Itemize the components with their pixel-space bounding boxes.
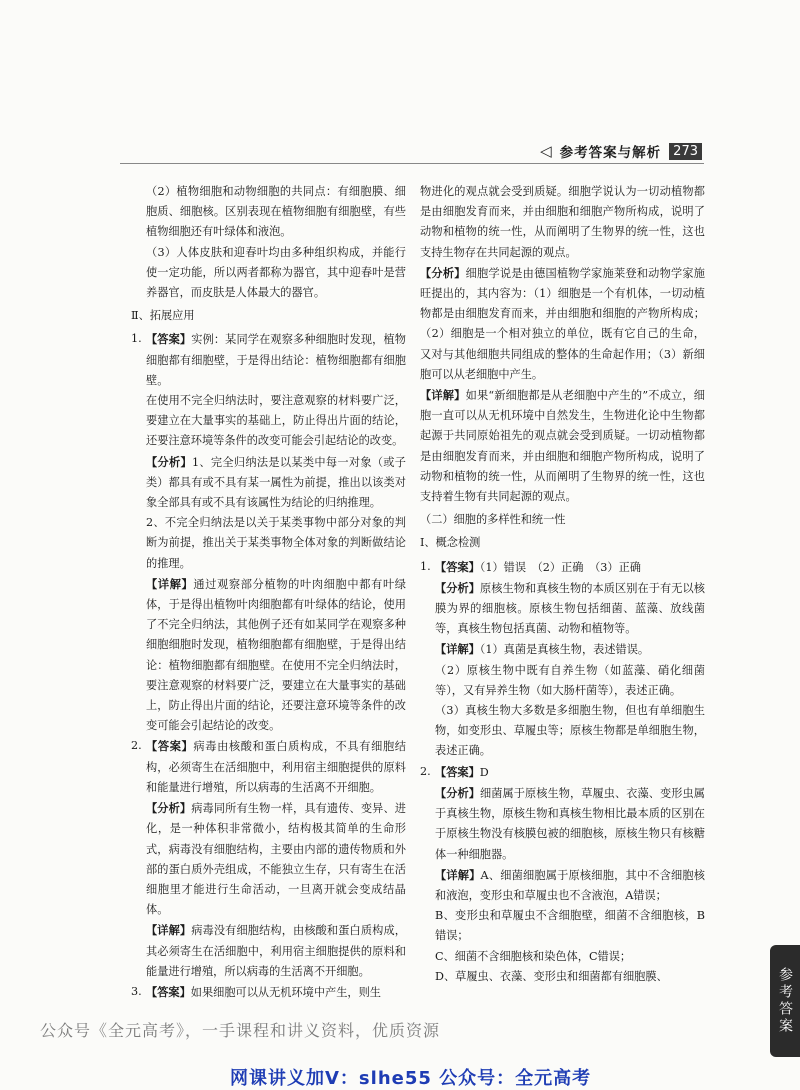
detail-text: （3）真核生物大多数是多细胞生物，但也有单细胞生物，如变形虫、草履虫等；原核生物都是单细胞生物，表述正确。 bbox=[435, 704, 705, 758]
answer-tag: 【答案】 bbox=[435, 559, 480, 574]
question-1 bbox=[131, 329, 406, 736]
section-heading: （二）细胞的多样性和统一性 bbox=[420, 513, 566, 527]
analysis-tag: 【分析】 bbox=[420, 265, 466, 280]
question-number: 1. bbox=[131, 332, 142, 346]
header-rule bbox=[120, 163, 704, 164]
paragraph: （3）人体皮肤和迎春叶均由多种组织构成，并能行使一定功能，所以两者都称为器官，其中迎春叶是营养器官，而皮肤是人体最大的器官。 bbox=[146, 245, 406, 300]
detail-text: B、变形虫和草履虫不含细胞壁，细菌不含细胞核，B错误； bbox=[435, 909, 705, 943]
answer-tag: 【答案】 bbox=[146, 332, 192, 347]
paragraph: 物进化的观点就会受到质疑。细胞学说认为一切动植物都是由细胞发育而来，并由细胞和细胞产物所构成，说明了动物和植物的统一性，从而阐明了生物界的统一性，这也支持生物存在共同起源的观点。 bbox=[420, 185, 705, 259]
watermark-text: 公众号《全元高考》，一手课程和讲义资料，优质资源 bbox=[40, 1021, 441, 1040]
triangle-left-icon: ◁ bbox=[540, 142, 552, 160]
analysis-tag: 【分析】 bbox=[435, 785, 481, 800]
answer-text: 在使用不完全归纳法时，要注意观察的材料要广泛，要建立在大量事实的基础上，防止得出片面的结论，还要注意环境等条件的改变可能会引起结论的改变。 bbox=[146, 394, 406, 448]
detail-tag: 【详解】 bbox=[146, 576, 194, 591]
detail-text: 通过观察部分植物的叶肉细胞中都有叶绿体，于是得出植物叶肉细胞都有叶绿体的结论，使用了不完全归纳法，其他例子还有如某同学在观察多种细胞细胞时发现，植物细胞都有细胞壁，于是得出结论：植物细胞都有细胞壁。在使用不完全归纳法时，要注意观察的材料要广泛，要建立在大量事实的基础上，防止得出片面的结论，还要注意环境等条件的改变可能会引起结论的改变。 bbox=[146, 577, 406, 733]
detail-text: 病毒没有细胞结构，由核酸和蛋白质构成，其必须寄生在活细胞中，利用宿主细胞提供的原料和能量进行增殖，所以病毒的生活离不开细胞。 bbox=[146, 924, 406, 978]
side-tab-label: 参考答案 bbox=[777, 967, 793, 1035]
question-2 bbox=[131, 736, 406, 981]
question-3 bbox=[131, 982, 406, 1003]
analysis-text: 1、完全归纳法是以某类中每一对象（或子类）都具有或不具有某一属性为前提，推出以该类对象全部具有或不具有该属性为结论的归纳推理。 bbox=[146, 455, 406, 510]
question-number: 2. bbox=[131, 739, 142, 753]
detail-text: C、细菌不含细胞核和染色体，C错误； bbox=[435, 949, 632, 963]
question-2 bbox=[420, 762, 705, 987]
analysis-tag: 【分析】 bbox=[435, 580, 481, 595]
side-tab bbox=[770, 945, 800, 1057]
analysis-tag: 【分析】 bbox=[146, 801, 192, 816]
paragraph: （2）植物细胞和动物细胞的共同点：有细胞膜、细胞质、细胞核。区别表现在植物细胞有细胞壁，有些植物细胞还有叶绿体和液泡。 bbox=[146, 185, 406, 239]
answer-text: 病毒由核酸和蛋白质构成，不具有细胞结构，必须寄生在活细胞中，利用宿主细胞提供的原料和能量进行增殖，所以病毒的生活离不开细胞。 bbox=[146, 740, 406, 794]
detail-tag: 【详解】 bbox=[435, 642, 480, 657]
answer-text: （1）错误 （2）正确 （3）正确 bbox=[479, 560, 641, 574]
question-1 bbox=[420, 557, 705, 762]
detail-text: D、草履虫、衣藻、变形虫和细菌都有细胞膜、 bbox=[435, 969, 668, 983]
right-column bbox=[420, 182, 705, 987]
detail-tag: 【详解】 bbox=[420, 388, 466, 403]
detail-text: A、细菌细胞属于原核细胞，其中不含细胞核和液泡，变形虫和草履虫也不含液泡，A错误； bbox=[435, 868, 705, 902]
page-header bbox=[540, 141, 702, 161]
question-number: 2. bbox=[420, 764, 431, 778]
answer-text: 实例：某同学在观察多种细胞时发现，植物细胞都有细胞壁，于是得出结论：植物细胞都有细胞壁。 bbox=[146, 333, 406, 387]
left-column bbox=[131, 182, 406, 1003]
answer-tag: 【答案】 bbox=[146, 984, 191, 999]
section-heading: Ⅱ、拓展应用 bbox=[131, 309, 195, 323]
analysis-text: 病毒同所有生物一样，具有遗传、变异、进化，是一种体积非常微小，结构极其简单的生命形式，病毒没有细胞结构，主要由内部的遗传物质和外部的蛋白质外壳组成，不能独立生存，只有寄生在活细胞里才能进行生命活动，一旦离开就会变成结晶体。 bbox=[146, 802, 406, 917]
analysis-text: 细菌属于原核生物，草履虫、衣藻、变形虫属于真核生物，原核生物和真核生物相比最本质的区别在于原核生物没有核膜包被的细胞核，原核生物只有核糖体一种细胞器。 bbox=[435, 786, 705, 861]
answer-tag: 【答案】 bbox=[146, 739, 194, 754]
answer-text: D bbox=[479, 765, 489, 779]
analysis-text: 2、不完全归纳法是以关于某类事物中部分对象的判断为前提，推出关于某类事物全体对象的判断做结论的推理。 bbox=[146, 516, 406, 570]
analysis-text: 原核生物和真核生物的本质区别在于有无以核膜为界的细胞核。原核生物包括细菌、蓝藻、放线菌等，真核生物包括真菌、动物和植物等。 bbox=[435, 581, 705, 636]
page-number: 273 bbox=[669, 143, 702, 160]
detail-text: （2）原核生物中既有自养生物（如蓝藻、硝化细菌等），又有异养生物（如大肠杆菌等），表述正确。 bbox=[435, 663, 705, 697]
detail-text: 如果“新细胞都是从老细胞中产生的”不成立，细胞一直可以从无机环境中自然发生，生物进化论中生物都起源于共同原始祖先的观点就会受到质疑。一切动植物都是由细胞发育而来，并由细胞和细胞产物所构成，说明了动物和植物的统一性，从而阐明了生物界的统一性，这也支持着生物有共同起源的观点。 bbox=[420, 389, 705, 504]
question-number: 1. bbox=[420, 559, 431, 573]
footer-text: 网课讲义加V：slhe55 公众号：全元高考 bbox=[230, 1068, 592, 1089]
question-number: 3. bbox=[131, 984, 142, 998]
subsection-heading: Ⅰ、概念检测 bbox=[420, 536, 481, 550]
detail-tag: 【详解】 bbox=[435, 867, 481, 882]
analysis-text: 细胞学说是由德国植物学家施莱登和动物学家施旺提出的，其内容为：（1）细胞是一个有机体，一切动植物都是由细胞发育而来，并由细胞和细胞的产物所构成；（2）细胞是一个相对独立的单位，既有它自己的生命，又对与其他细胞共同组成的整体的生命起作用；（3）新细胞可以从老细胞中产生。 bbox=[420, 266, 705, 381]
answer-tag: 【答案】 bbox=[435, 764, 480, 779]
detail-text: （1）真菌是真核生物，表述错误。 bbox=[479, 643, 650, 657]
answer-text: 如果细胞可以从无机环境中产生，则生 bbox=[190, 985, 381, 999]
detail-tag: 【详解】 bbox=[146, 923, 192, 938]
header-title: 参考答案与解析 bbox=[559, 145, 662, 161]
analysis-tag: 【分析】 bbox=[146, 454, 192, 469]
